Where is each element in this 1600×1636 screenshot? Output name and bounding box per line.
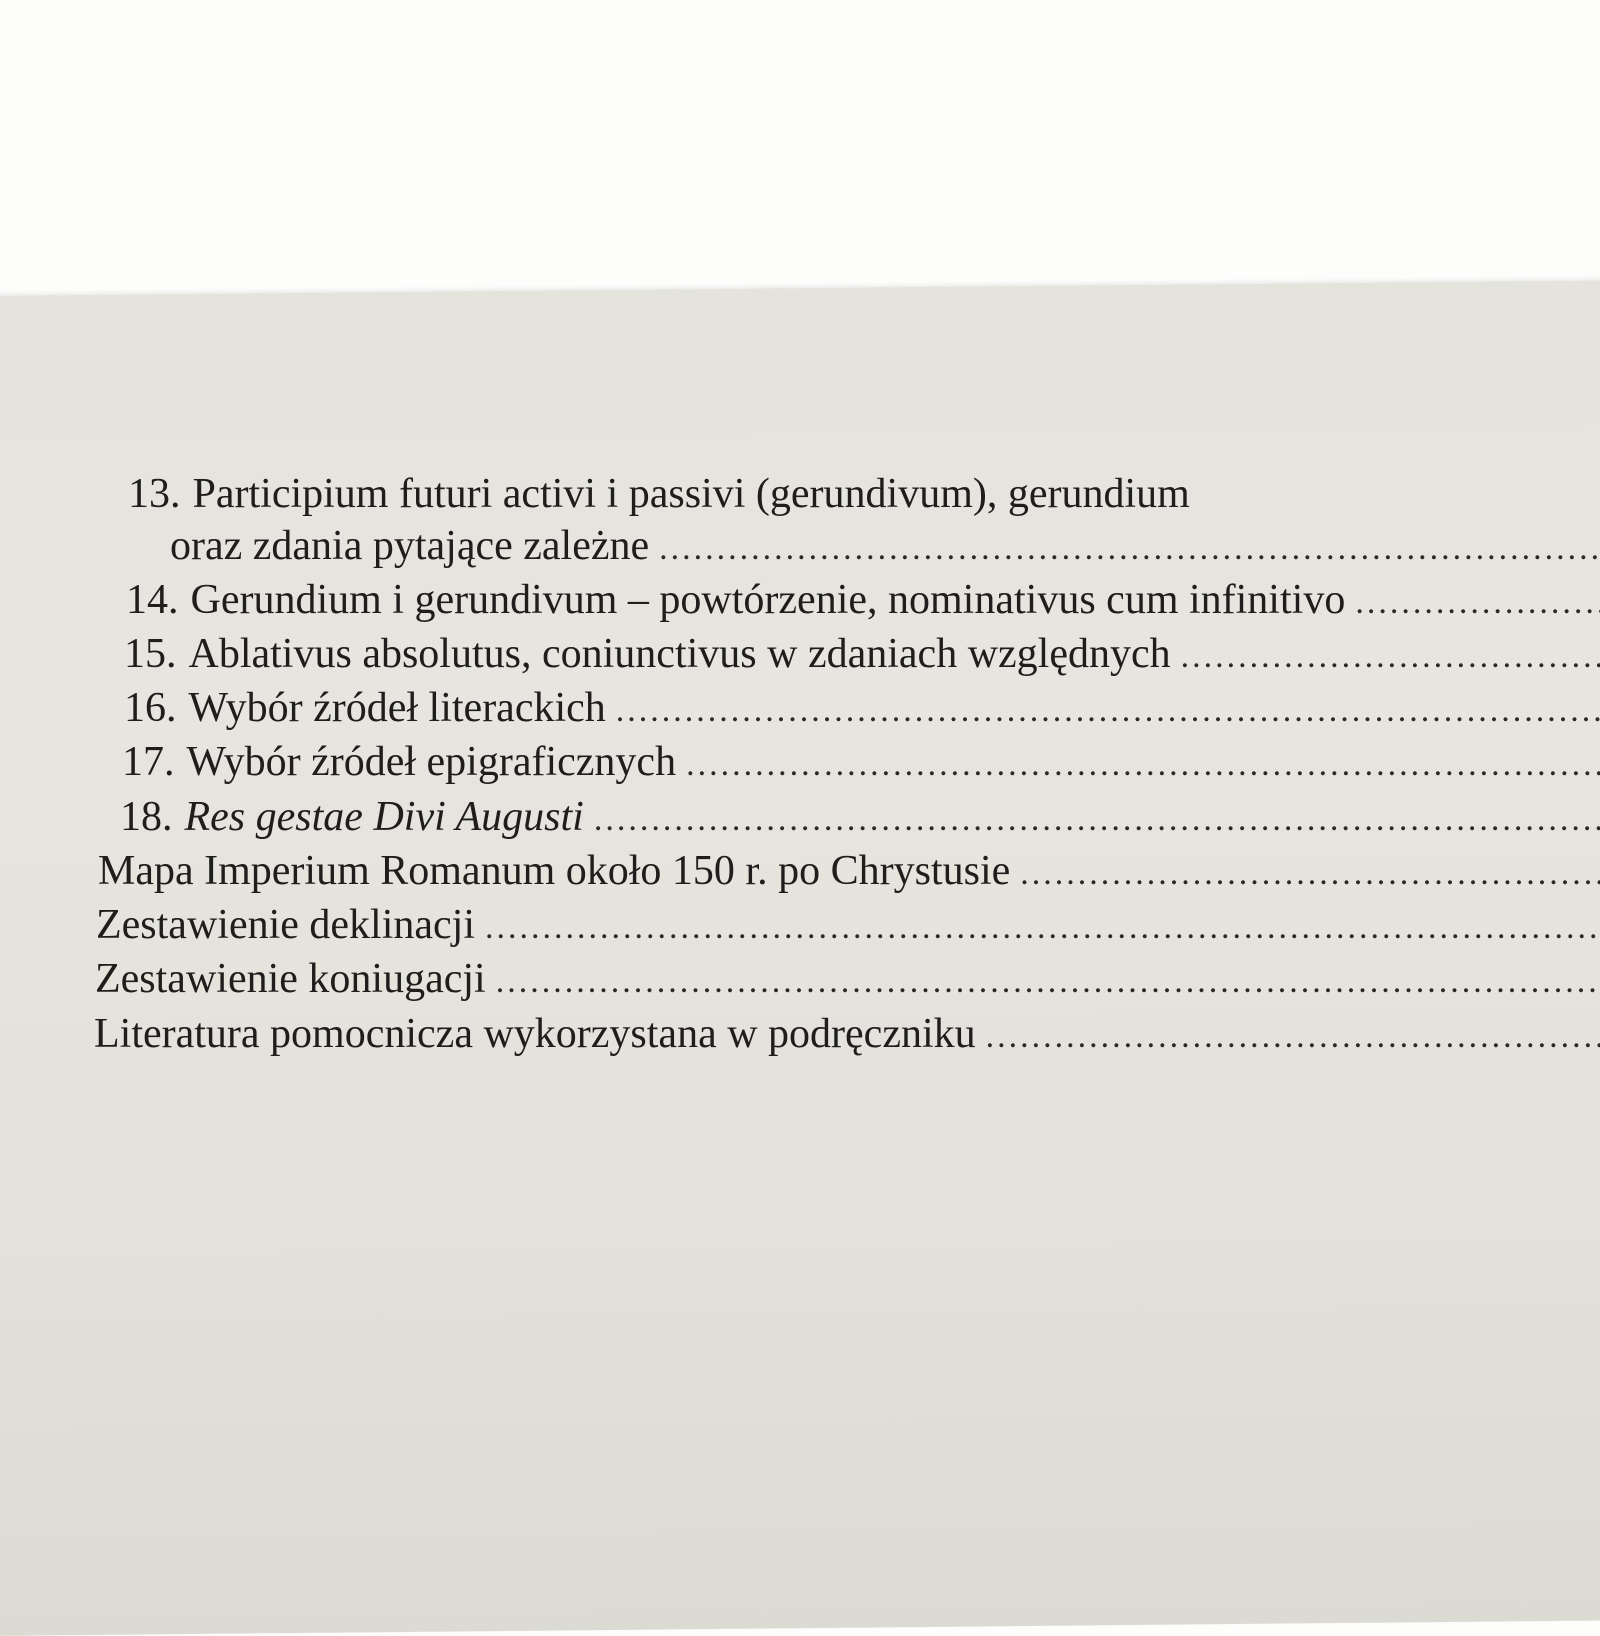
toc-entry-title: Res gestae Divi Augusti: [184, 794, 584, 840]
toc-entry-13: [128, 470, 1600, 518]
toc-entry-declensions: [96, 901, 1600, 949]
toc-entry-18: [120, 793, 1600, 841]
dot-leader: [594, 801, 1600, 839]
toc-entry-17: [122, 738, 1600, 786]
dot-leader: [485, 909, 1600, 947]
toc-entry-15: [124, 630, 1600, 678]
dot-leader: [986, 1018, 1600, 1056]
toc-entry-title: Literatura pomocnicza wykorzystana w podręczniku: [94, 1011, 976, 1057]
toc-entry-title: Mapa Imperium Romanum około 150 r. po Chrystusie: [98, 848, 1011, 894]
toc-entry-number: 13.: [128, 471, 181, 517]
toc-entry-16: [124, 684, 1600, 732]
toc-entry-number: 14.: [126, 577, 179, 623]
toc-entry-13-continued: [170, 522, 1600, 570]
dot-leader: [1355, 584, 1600, 622]
toc-entry-title: Participium futuri activi i passivi (gerundivum), gerundium: [192, 471, 1190, 517]
toc-entry-number: 15.: [124, 631, 177, 677]
toc-entry-title: oraz zdania pytające zależne: [170, 523, 650, 569]
toc-entry-title: Wybór źródeł literackich: [188, 685, 606, 731]
dot-leader: [496, 963, 1600, 1001]
dot-leader: [686, 746, 1600, 784]
toc-entry-number: 17.: [122, 739, 175, 785]
toc-entry-title: Wybór źródeł epigraficznych: [186, 739, 677, 785]
toc-entry-14: [126, 576, 1600, 624]
dot-leader: [1181, 638, 1600, 676]
toc-entry-map: [98, 847, 1600, 895]
toc-entry-title: Zestawienie koniugacji: [95, 956, 486, 1002]
toc-entry-number: 18.: [120, 794, 173, 840]
dot-leader: [659, 530, 1600, 568]
dot-leader: [616, 692, 1600, 730]
dot-leader: [1020, 855, 1600, 893]
toc-entry-title: Zestawienie deklinacji: [96, 902, 476, 948]
toc-entry-number: 16.: [124, 685, 177, 731]
toc-entry-title: Gerundium i gerundivum – powtórzenie, nominativus cum infinitivo: [190, 577, 1346, 623]
toc-entry-conjugations: [95, 955, 1600, 1003]
toc-entry-title: Ablativus absolutus, coniunctivus w zdaniach względnych: [188, 631, 1171, 677]
toc-entry-literature: [94, 1010, 1600, 1058]
